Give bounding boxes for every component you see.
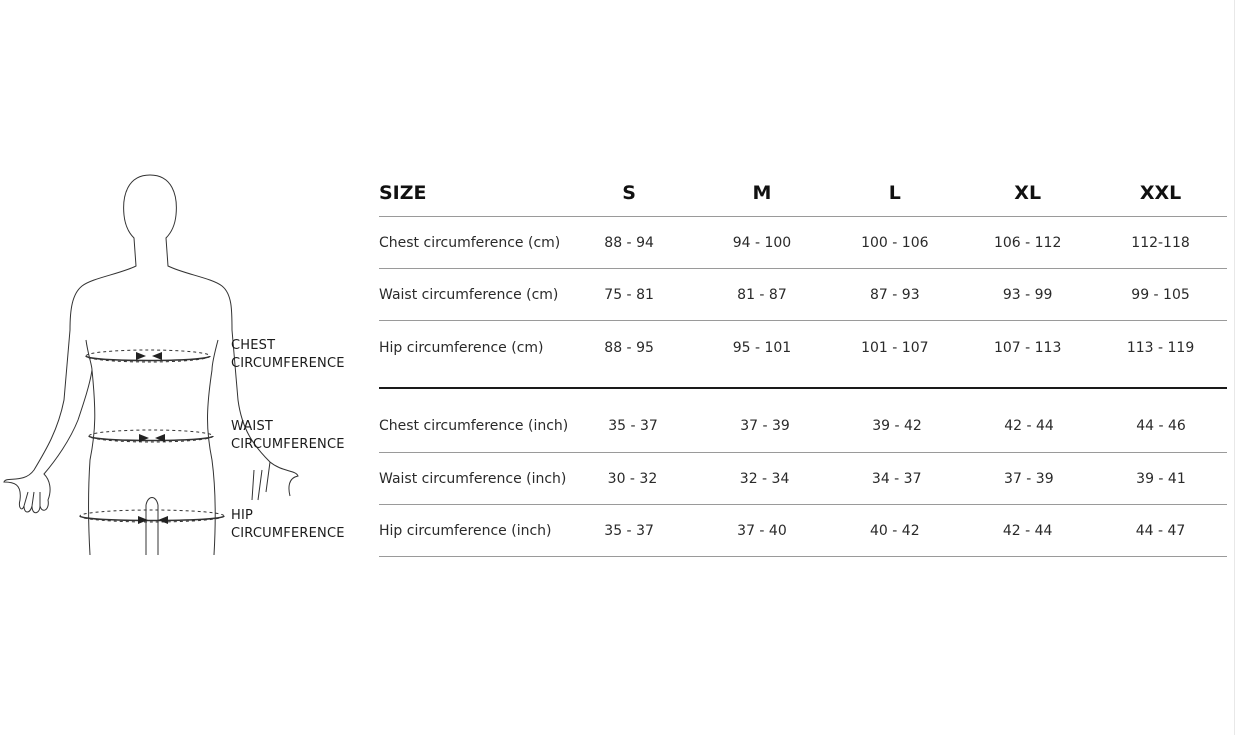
table-cell: 88 - 95 <box>604 340 654 356</box>
size-header: XL <box>1014 182 1042 204</box>
table-cell: 39 - 41 <box>1136 470 1186 487</box>
table-cell: 93 - 99 <box>1002 286 1053 303</box>
hip-circumference-label: HIP CIRCUMFERENCE <box>231 508 345 541</box>
table-cell: 87 - 93 <box>870 286 920 303</box>
table-cell: 75 - 81 <box>604 286 654 303</box>
size-header: XXL <box>1139 182 1182 204</box>
table-cell: 99 - 105 <box>1131 286 1190 303</box>
table-cell: 35 - 37 <box>608 417 658 434</box>
table-cell: 95 - 101 <box>732 340 792 356</box>
table-cell: 42 - 44 <box>1002 522 1053 539</box>
table-cell: 40 - 42 <box>870 522 920 539</box>
table-cell: 35 - 37 <box>604 522 654 539</box>
row-label: Hip circumference (inch) <box>379 522 552 539</box>
table-row <box>379 321 1227 389</box>
table-cell: 37 - 39 <box>1004 470 1054 487</box>
size-header: S <box>622 182 636 204</box>
table-cell: 37 - 39 <box>740 417 790 434</box>
size-header: M <box>752 182 772 204</box>
table-cell: 113 - 119 <box>1126 340 1195 356</box>
table-row <box>379 269 1227 321</box>
size-header: L <box>888 182 901 204</box>
size-chart-table <box>379 170 1227 557</box>
table-cell: 94 - 100 <box>732 234 792 251</box>
table-cell: 32 - 34 <box>739 470 790 487</box>
table-cell: 88 - 94 <box>604 234 654 251</box>
table-cell: 44 - 47 <box>1135 522 1186 539</box>
table-cell: 37 - 40 <box>737 522 787 539</box>
row-label: Waist circumference (inch) <box>379 470 567 487</box>
table-cell: 106 - 112 <box>993 234 1062 251</box>
table-cell: 101 - 107 <box>861 340 929 356</box>
table-header-row <box>379 170 1227 217</box>
size-column-header: SIZE <box>379 182 427 204</box>
row-label: Chest circumference (inch) <box>379 417 569 434</box>
table-cell: 39 - 42 <box>872 417 922 434</box>
table-row <box>379 505 1227 557</box>
table-cell: 30 - 32 <box>607 470 658 487</box>
waist-circumference-label: WAIST CIRCUMFERENCE <box>231 419 345 452</box>
row-label: Chest circumference (cm) <box>379 234 561 251</box>
table-cell: 44 - 46 <box>1136 417 1186 434</box>
body-measurement-figure <box>0 170 360 570</box>
table-cell: 107 - 113 <box>993 340 1062 356</box>
row-label: Hip circumference (cm) <box>379 340 544 356</box>
table-cell: 81 - 87 <box>737 286 787 303</box>
table-cell: 34 - 37 <box>871 470 922 487</box>
row-label: Waist circumference (cm) <box>379 286 559 303</box>
table-row <box>379 217 1227 269</box>
chest-circumference-label: CHEST CIRCUMFERENCE <box>231 338 345 371</box>
table-row <box>379 453 1227 505</box>
table-cell: 100 - 106 <box>861 234 929 251</box>
table-cell: 42 - 44 <box>1004 417 1054 434</box>
table-row <box>379 389 1227 453</box>
table-cell: 112-118 <box>1131 234 1190 251</box>
